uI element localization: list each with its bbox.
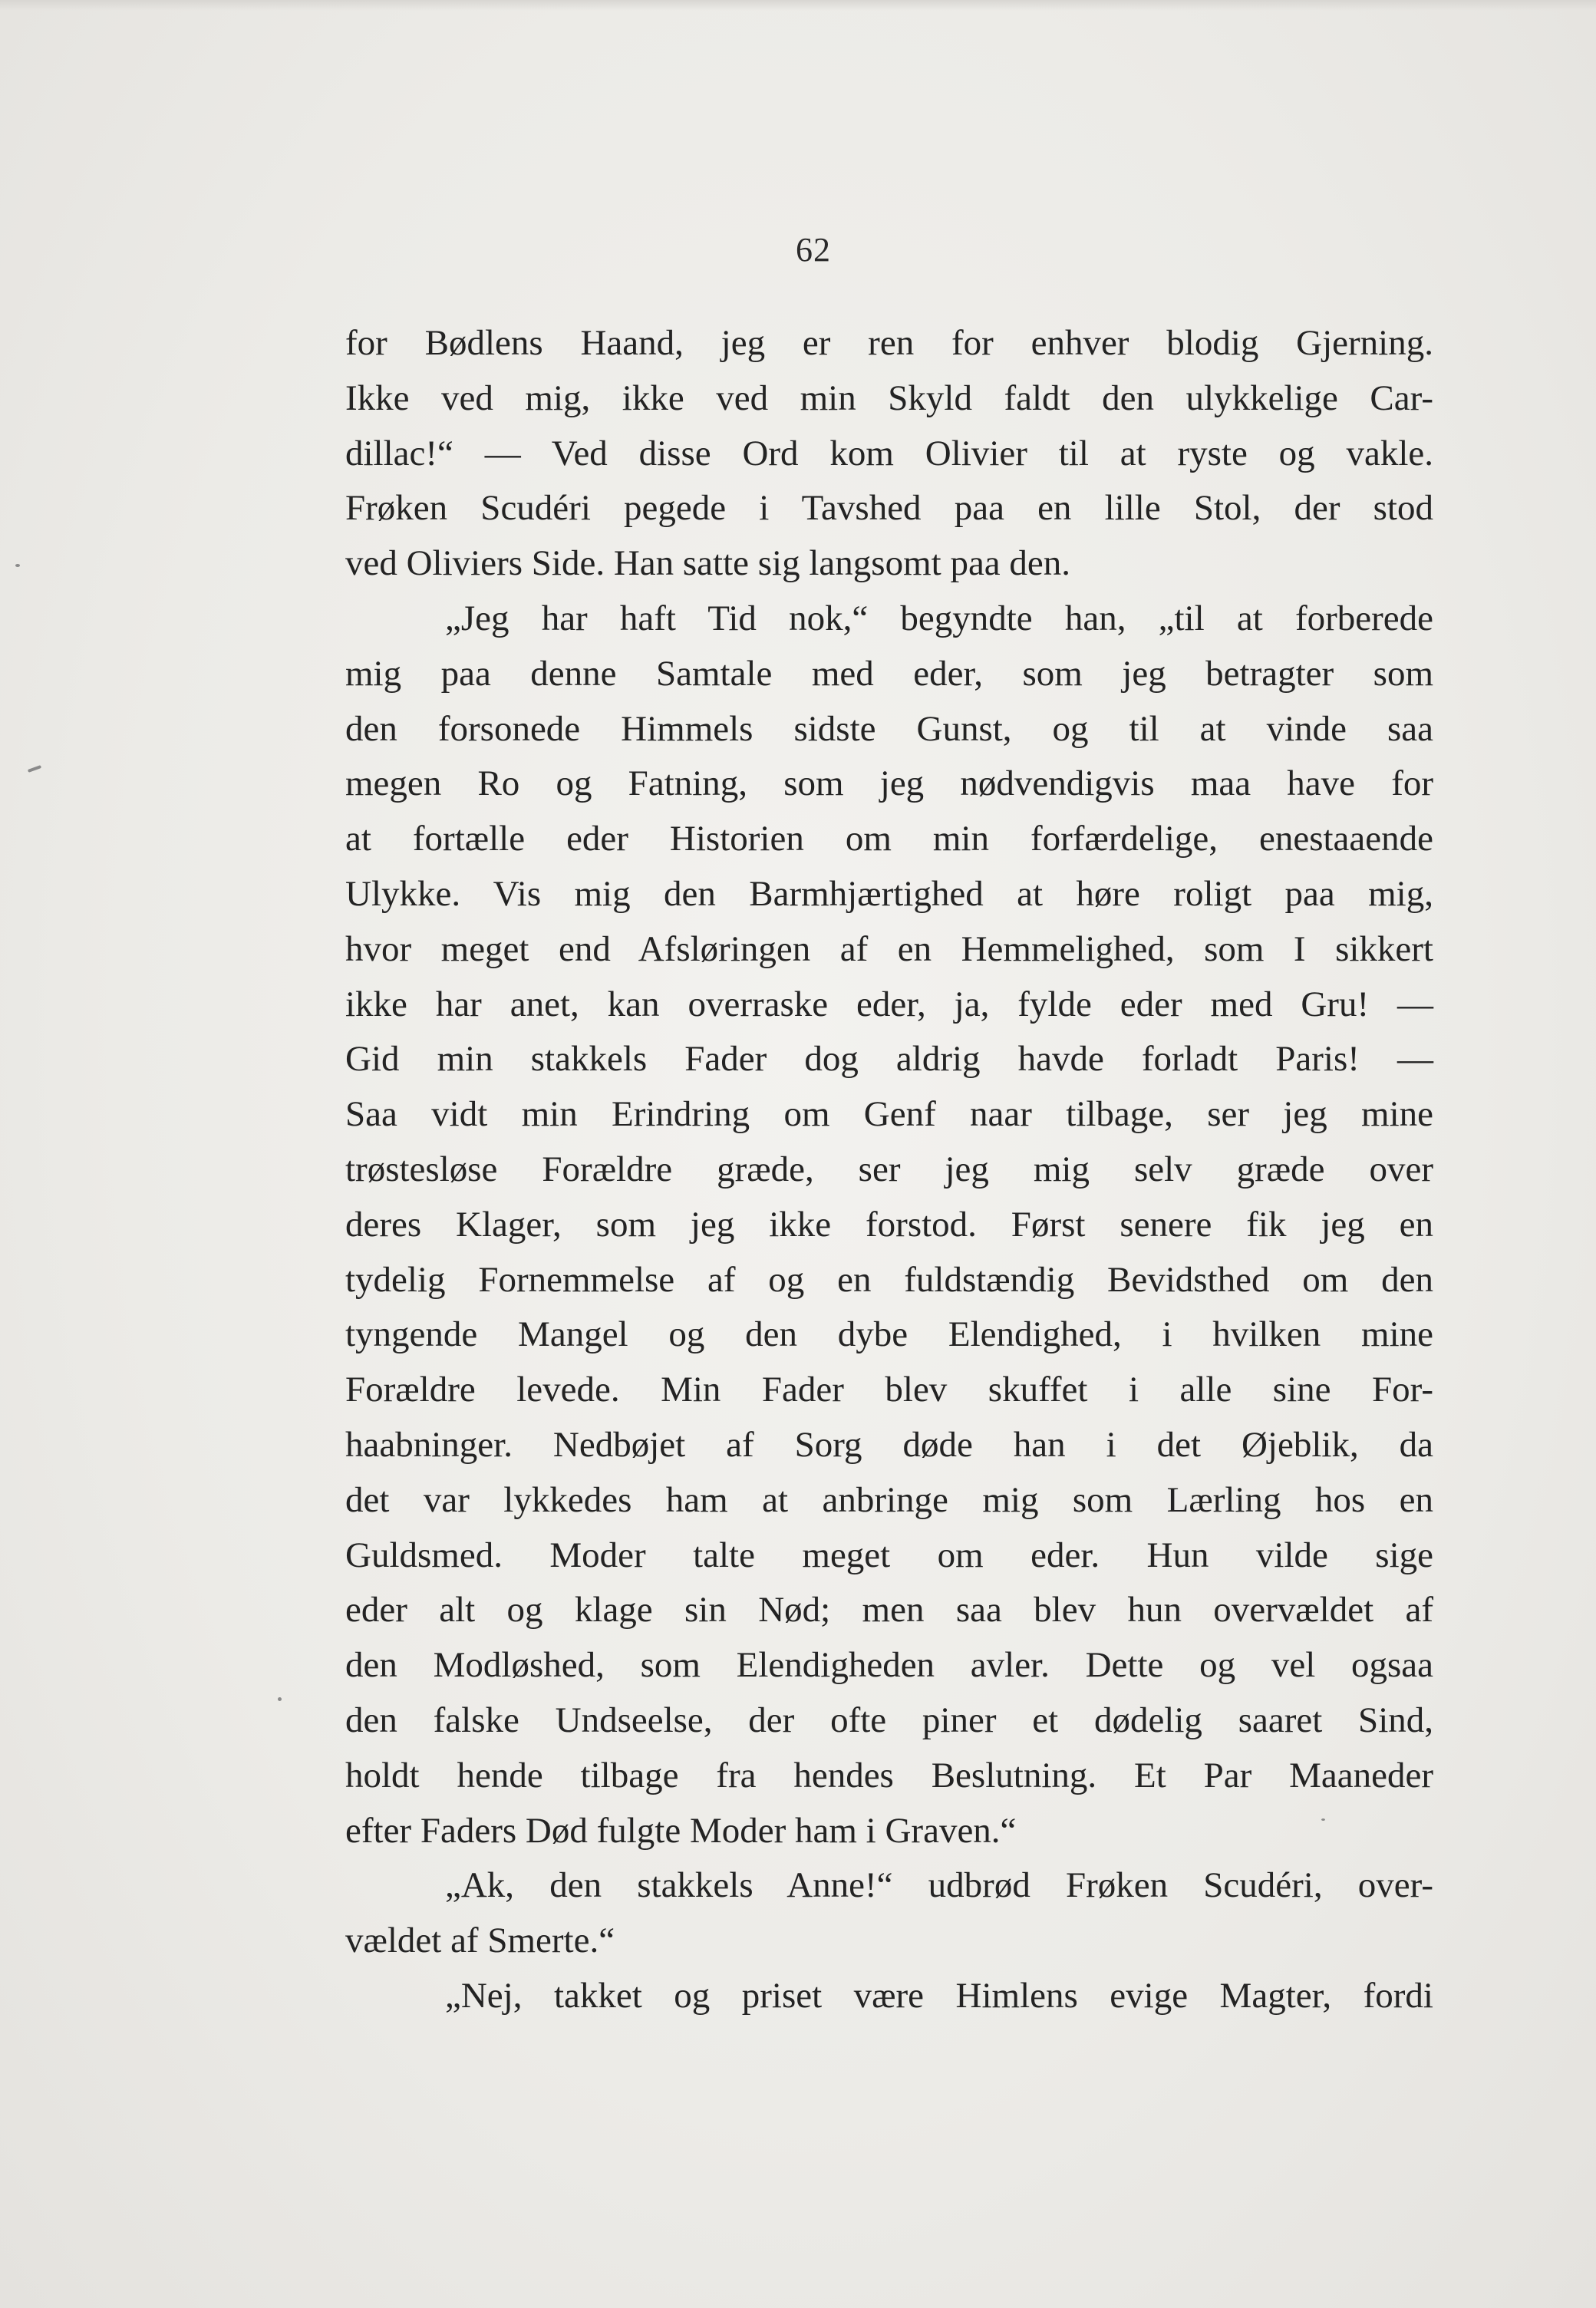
- text-line: den forsonede Himmels sidste Gunst, og til at vinde saa: [345, 708, 1433, 749]
- text-line: „Nej, takket og priset være Himlens evige Magter, fordi: [445, 1975, 1433, 2016]
- text-line: haabninger. Nedbøjet af Sorg døde han i det Øjeblik, da: [345, 1424, 1433, 1465]
- text-line: „Jeg har haft Tid nok,“ begyndte han, „til at forberede: [445, 598, 1433, 638]
- paper-speck: [278, 1697, 282, 1701]
- paper-speck: [28, 765, 41, 773]
- text-line: vældet af Smerte.“: [345, 1921, 615, 1961]
- paper-speck: [1321, 1818, 1325, 1821]
- text-line: den falske Undseelse, der ofte piner et dødelig saaret Sind,: [345, 1700, 1433, 1740]
- text-line: Ulykke. Vis mig den Barmhjærtighed at høre roligt paa mig,: [345, 873, 1433, 914]
- text-line: holdt hende tilbage fra hendes Beslutning. Et Par Maaneder: [345, 1755, 1433, 1795]
- text-line: hvor meget end Afsløringen af en Hemmelighed, som I sikkert: [345, 928, 1433, 969]
- text-line: tyngende Mangel og den dybe Elendighed, i hvilken mine: [345, 1314, 1433, 1355]
- text-line: mig paa denne Samtale med eder, som jeg betragter som: [345, 653, 1433, 694]
- text-line: ved Oliviers Side. Han satte sig langsomt paa den.: [345, 543, 1071, 584]
- text-line: Gid min stakkels Fader dog aldrig havde forladt Paris! —: [345, 1039, 1433, 1080]
- text-line: deres Klager, som jeg ikke forstod. Først senere fik jeg en: [345, 1204, 1433, 1245]
- text-line: megen Ro og Fatning, som jeg nødvendigvis maa have for: [345, 763, 1433, 804]
- text-line: Forældre levede. Min Fader blev skuffet i alle sine For-: [345, 1370, 1433, 1410]
- text-line: Guldsmed. Moder talte meget om eder. Hun vilde sige: [345, 1535, 1433, 1575]
- text-line: dillac!“ — Ved disse Ord kom Olivier til at ryste og vakle.: [345, 433, 1433, 473]
- text-line: eder alt og klage sin Nød; men saa blev hun overvældet af: [345, 1590, 1433, 1630]
- text-line: tydelig Fornemmelse af og en fuldstændig Bevidsthed om den: [345, 1259, 1433, 1300]
- text-line: det var lykkedes ham at anbringe mig som Lærling hos en: [345, 1479, 1433, 1520]
- paper-speck: [15, 564, 20, 567]
- text-line: for Bødlens Haand, jeg er ren for enhver blodig Gjerning.: [345, 323, 1433, 363]
- text-line: Saa vidt min Erindring om Genf naar tilbage, ser jeg mine: [345, 1094, 1433, 1135]
- body-text: [345, 316, 1433, 2024]
- text-line: trøstesløse Forældre græde, ser jeg mig selv græde over: [345, 1149, 1433, 1189]
- text-line: „Ak, den stakkels Anne!“ udbrød Frøken Scudéri, over-: [445, 1865, 1433, 1906]
- page-top-edge: [0, 0, 1596, 11]
- page-number: 62: [796, 231, 831, 269]
- text-line: Ikke ved mig, ikke ved min Skyld faldt den ulykkelige Car-: [345, 378, 1433, 418]
- text-line: at fortælle eder Historien om min forfærdelige, enestaaende: [345, 819, 1433, 859]
- text-line: Frøken Scudéri pegede i Tavshed paa en lille Stol, der stod: [345, 488, 1433, 529]
- text-line: ikke har anet, kan overraske eder, ja, fylde eder med Gru! —: [345, 984, 1433, 1024]
- text-line: den Modløshed, som Elendigheden avler. Dette og vel ogsaa: [345, 1645, 1433, 1686]
- text-line: efter Faders Død fulgte Moder ham i Graven.“: [345, 1810, 1017, 1851]
